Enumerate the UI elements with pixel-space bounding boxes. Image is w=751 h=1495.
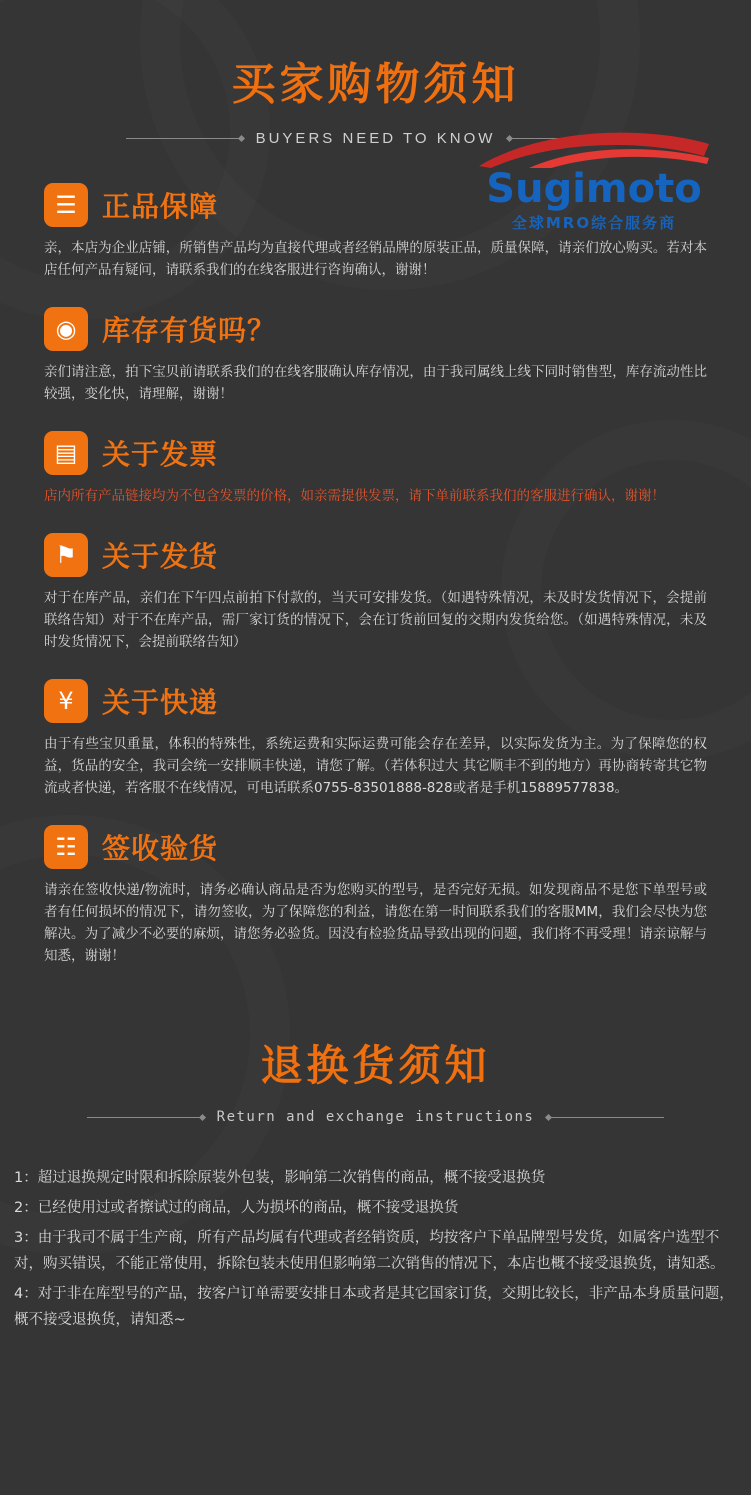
notice-section-body: 亲，本店为企业店铺，所销售产品均为直接代理或者经销品牌的原装正品，质量保障，请亲们放心购买。若对本店任何产品有疑问，请联系我们的在线客服进行咨询确认，谢谢！ [44, 240, 707, 278]
notice-section-body: 亲们请注意，拍下宝贝前请联系我们的在线客服确认库存情况，由于我司属线上线下同时销售型，库存流动性比较强，变化快，请理解，谢谢！ [44, 364, 707, 402]
notice-section-header [44, 679, 707, 723]
notice-section [44, 679, 707, 799]
divider-right [546, 1117, 664, 1118]
notice-section-title: 库存有货吗？ [102, 314, 277, 347]
notice-section-header [44, 533, 707, 577]
notice-section-title: 关于发货 [102, 540, 219, 573]
notice-section-body: 请亲在签收快递/物流时，请务必确认商品是否为您购买的型号，是否完好无损。如发现商品不是您下单型号或者有任何损坏的情况下，请勿签收，为了保障您的利益，请您在第一时间联系我们的客服MM，我们会尽快为您解决。为了减少不必要的麻烦，请您务必验货。因没有检验货品导致出现的问题，我们将不再受理！请亲谅解与知悉，谢谢！ [44, 882, 707, 964]
divider-left [126, 138, 244, 139]
list-item: 2：已经使用过或者擦试过的商品，人为损坏的商品，概不接受退换货 [14, 1200, 459, 1216]
notice-section [44, 431, 707, 507]
notice-section-body: 对于在库产品，亲们在下午四点前拍下付款的，当天可安排发货。（如遇特殊情况，未及时发货情况下，会提前联络告知）对于不在库产品，需厂家订货的情况下，会在订货前回复的交期内发货给您。（如遇特殊情况，未及时发货情况下，会提前联络告知） [44, 590, 707, 650]
logo-tagline: 全球MRO综合服务商 [511, 214, 677, 232]
notice-section [44, 825, 707, 967]
return-policy-subtitle: Return and exchange instructions [216, 1109, 535, 1125]
page-header [0, 0, 751, 147]
list-item: 1：超过退换规定时限和拆除原装外包装，影响第二次销售的商品，概不接受退换货 [14, 1170, 546, 1186]
truck-icon: ⚑ [44, 533, 88, 577]
yen-icon: ¥ [44, 679, 88, 723]
list-item: 3：由于我司不属于生产商，所有产品均属有代理或者经销资质，均按客户下单品牌型号发货，如属客户选型不对，购买错误，不能正常使用，拆除包装未使用但影响第二次销售的情况下，本店也概不接受退换货，请知悉。 [14, 1230, 725, 1272]
document-icon: ☰ [44, 183, 88, 227]
return-policy-header [0, 1033, 751, 1125]
notice-section [44, 307, 707, 405]
notice-section-title: 签收验货 [102, 832, 219, 865]
notice-section-header [44, 431, 707, 475]
notice-sections [0, 183, 751, 967]
return-policy-subtitle-row [0, 1109, 751, 1125]
return-policy-list [0, 1165, 751, 1333]
notice-section-body: 由于有些宝贝重量，体积的特殊性，系统运费和实际运费可能会存在差异，以实际发货为主。为了保障您的权益，货品的安全，我司会统一安排顺丰快递，请您了解。（若体积过大 其它顺丰不到的地方）再协商转寄其它物流或者快递，若客服不在线情况，可电话联系0755-83501888-828或者是手机15889577838。 [44, 736, 707, 796]
page-title: 买家购物须知 [231, 59, 520, 110]
clipboard-icon: ☷ [44, 825, 88, 869]
brand-logo [459, 128, 729, 233]
list-item: 4：对于非在库型号的产品，按客户订单需要安排日本或者是其它国家订货，交期比较长，非产品本身质量问题，概不接受退换货，请知悉~ [14, 1286, 734, 1328]
logo-wordmark: Sugimoto [486, 166, 702, 212]
notice-section-header [44, 825, 707, 869]
notice-section-header [44, 307, 707, 351]
return-policy-title: 退换货须知 [260, 1041, 491, 1090]
divider-left [87, 1117, 205, 1118]
page-subtitle: BUYERS NEED TO KNOW [255, 130, 496, 147]
camera-icon: ◉ [44, 307, 88, 351]
notice-section-title: 正品保障 [102, 190, 219, 223]
notice-section-body: 店内所有产品链接均为不包含发票的价格，如亲需提供发票，请下单前联系我们的客服进行确认，谢谢！ [44, 488, 665, 504]
invoice-icon: ▤ [44, 431, 88, 475]
notice-section-title: 关于快递 [102, 686, 219, 719]
notice-section-title: 关于发票 [102, 438, 219, 471]
logo-swoosh-icon [469, 128, 719, 168]
notice-section [44, 533, 707, 653]
